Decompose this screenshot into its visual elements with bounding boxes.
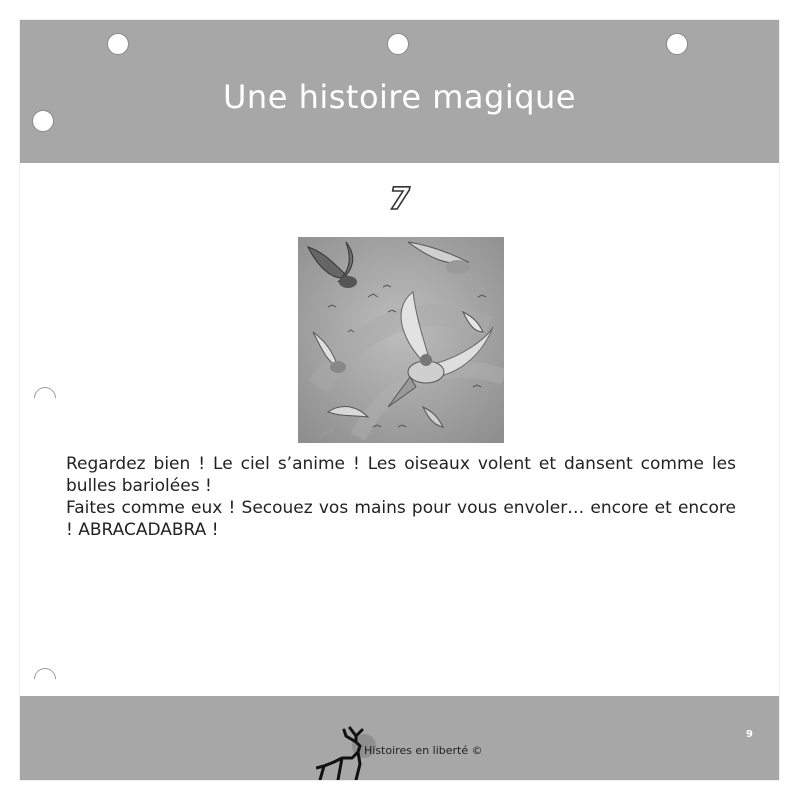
story-page-number: 7 [389, 182, 410, 217]
birds-flying-icon [298, 237, 504, 443]
header-band [20, 20, 779, 163]
page-title: Une histoire magique [223, 78, 576, 116]
footer-page-number: 9 [746, 729, 753, 740]
logo-text: Histoires en liberté © [364, 744, 483, 757]
story-paragraph: Faites comme eux ! Secouez vos mains pour vous envoler… encore et encore ! ABRACADABRA ! [66, 498, 736, 540]
binder-hole [107, 33, 129, 55]
page-sheet [20, 20, 779, 780]
binder-hole [29, 663, 60, 694]
binder-hole [387, 33, 409, 55]
footer-band [20, 696, 779, 780]
binder-hole [666, 33, 688, 55]
story-text [66, 453, 736, 541]
binder-hole [29, 382, 60, 413]
story-paragraph: Regardez bien ! Le ciel s’anime ! Les oiseaux volent et dansent comme les bulles bariolées ! [66, 454, 736, 496]
publisher-logo [316, 722, 506, 780]
